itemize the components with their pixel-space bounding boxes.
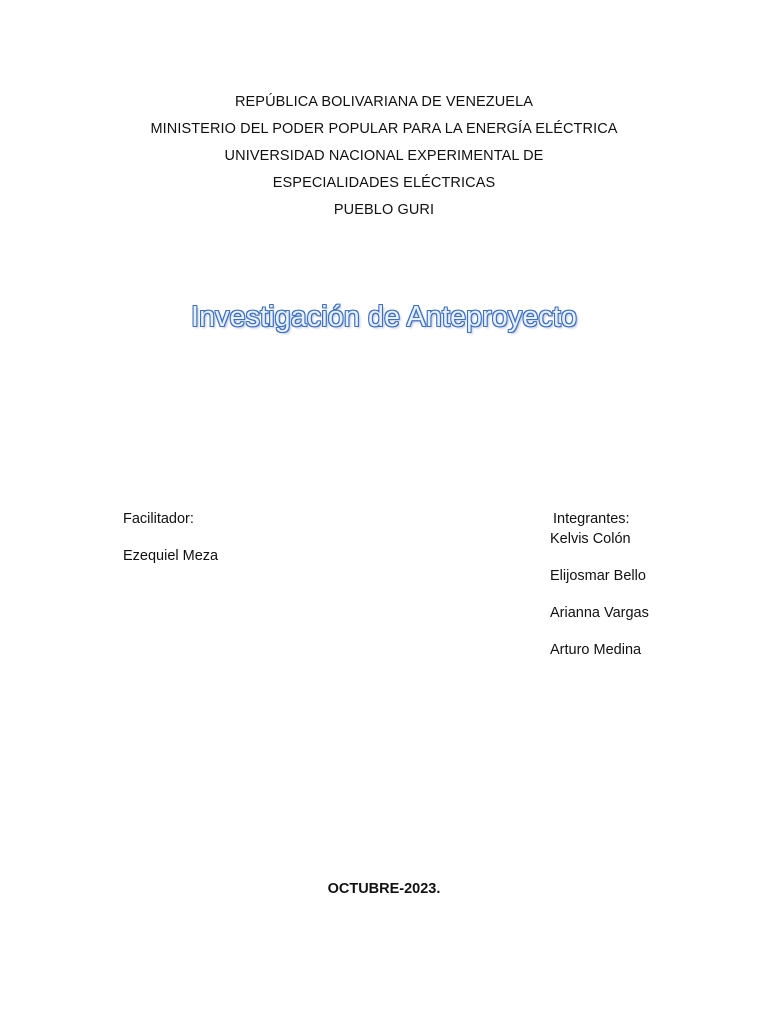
members-label: Integrantes: — [553, 511, 630, 527]
facilitator-block — [123, 509, 218, 566]
member-name: Elijosmar Bello — [550, 568, 646, 584]
document-title-text: Investigación de Anteproyecto — [190, 301, 578, 333]
header-line-location: PUEBLO GURI — [333, 202, 435, 218]
document-title — [0, 297, 768, 337]
members-block — [550, 509, 649, 660]
header-line-specialties: ESPECIALIDADES ELÉCTRICAS — [272, 175, 496, 191]
facilitator-label: Facilitador: — [123, 511, 194, 527]
header-line-ministry: MINISTERIO DEL PODER POPULAR PARA LA ENERGÍA ELÉCTRICA — [150, 121, 618, 137]
header-line-university: UNIVERSIDAD NACIONAL EXPERIMENTAL DE — [224, 148, 544, 164]
institution-header — [0, 89, 768, 224]
member-name: Arturo Medina — [550, 642, 642, 658]
facilitator-name: Ezequiel Meza — [123, 548, 219, 564]
document-date: OCTUBRE-2023. — [327, 881, 441, 897]
member-name: Kelvis Colón — [550, 531, 631, 547]
header-line-republic: REPÚBLICA BOLIVARIANA DE VENEZUELA — [234, 94, 534, 110]
member-name: Arianna Vargas — [550, 605, 649, 621]
